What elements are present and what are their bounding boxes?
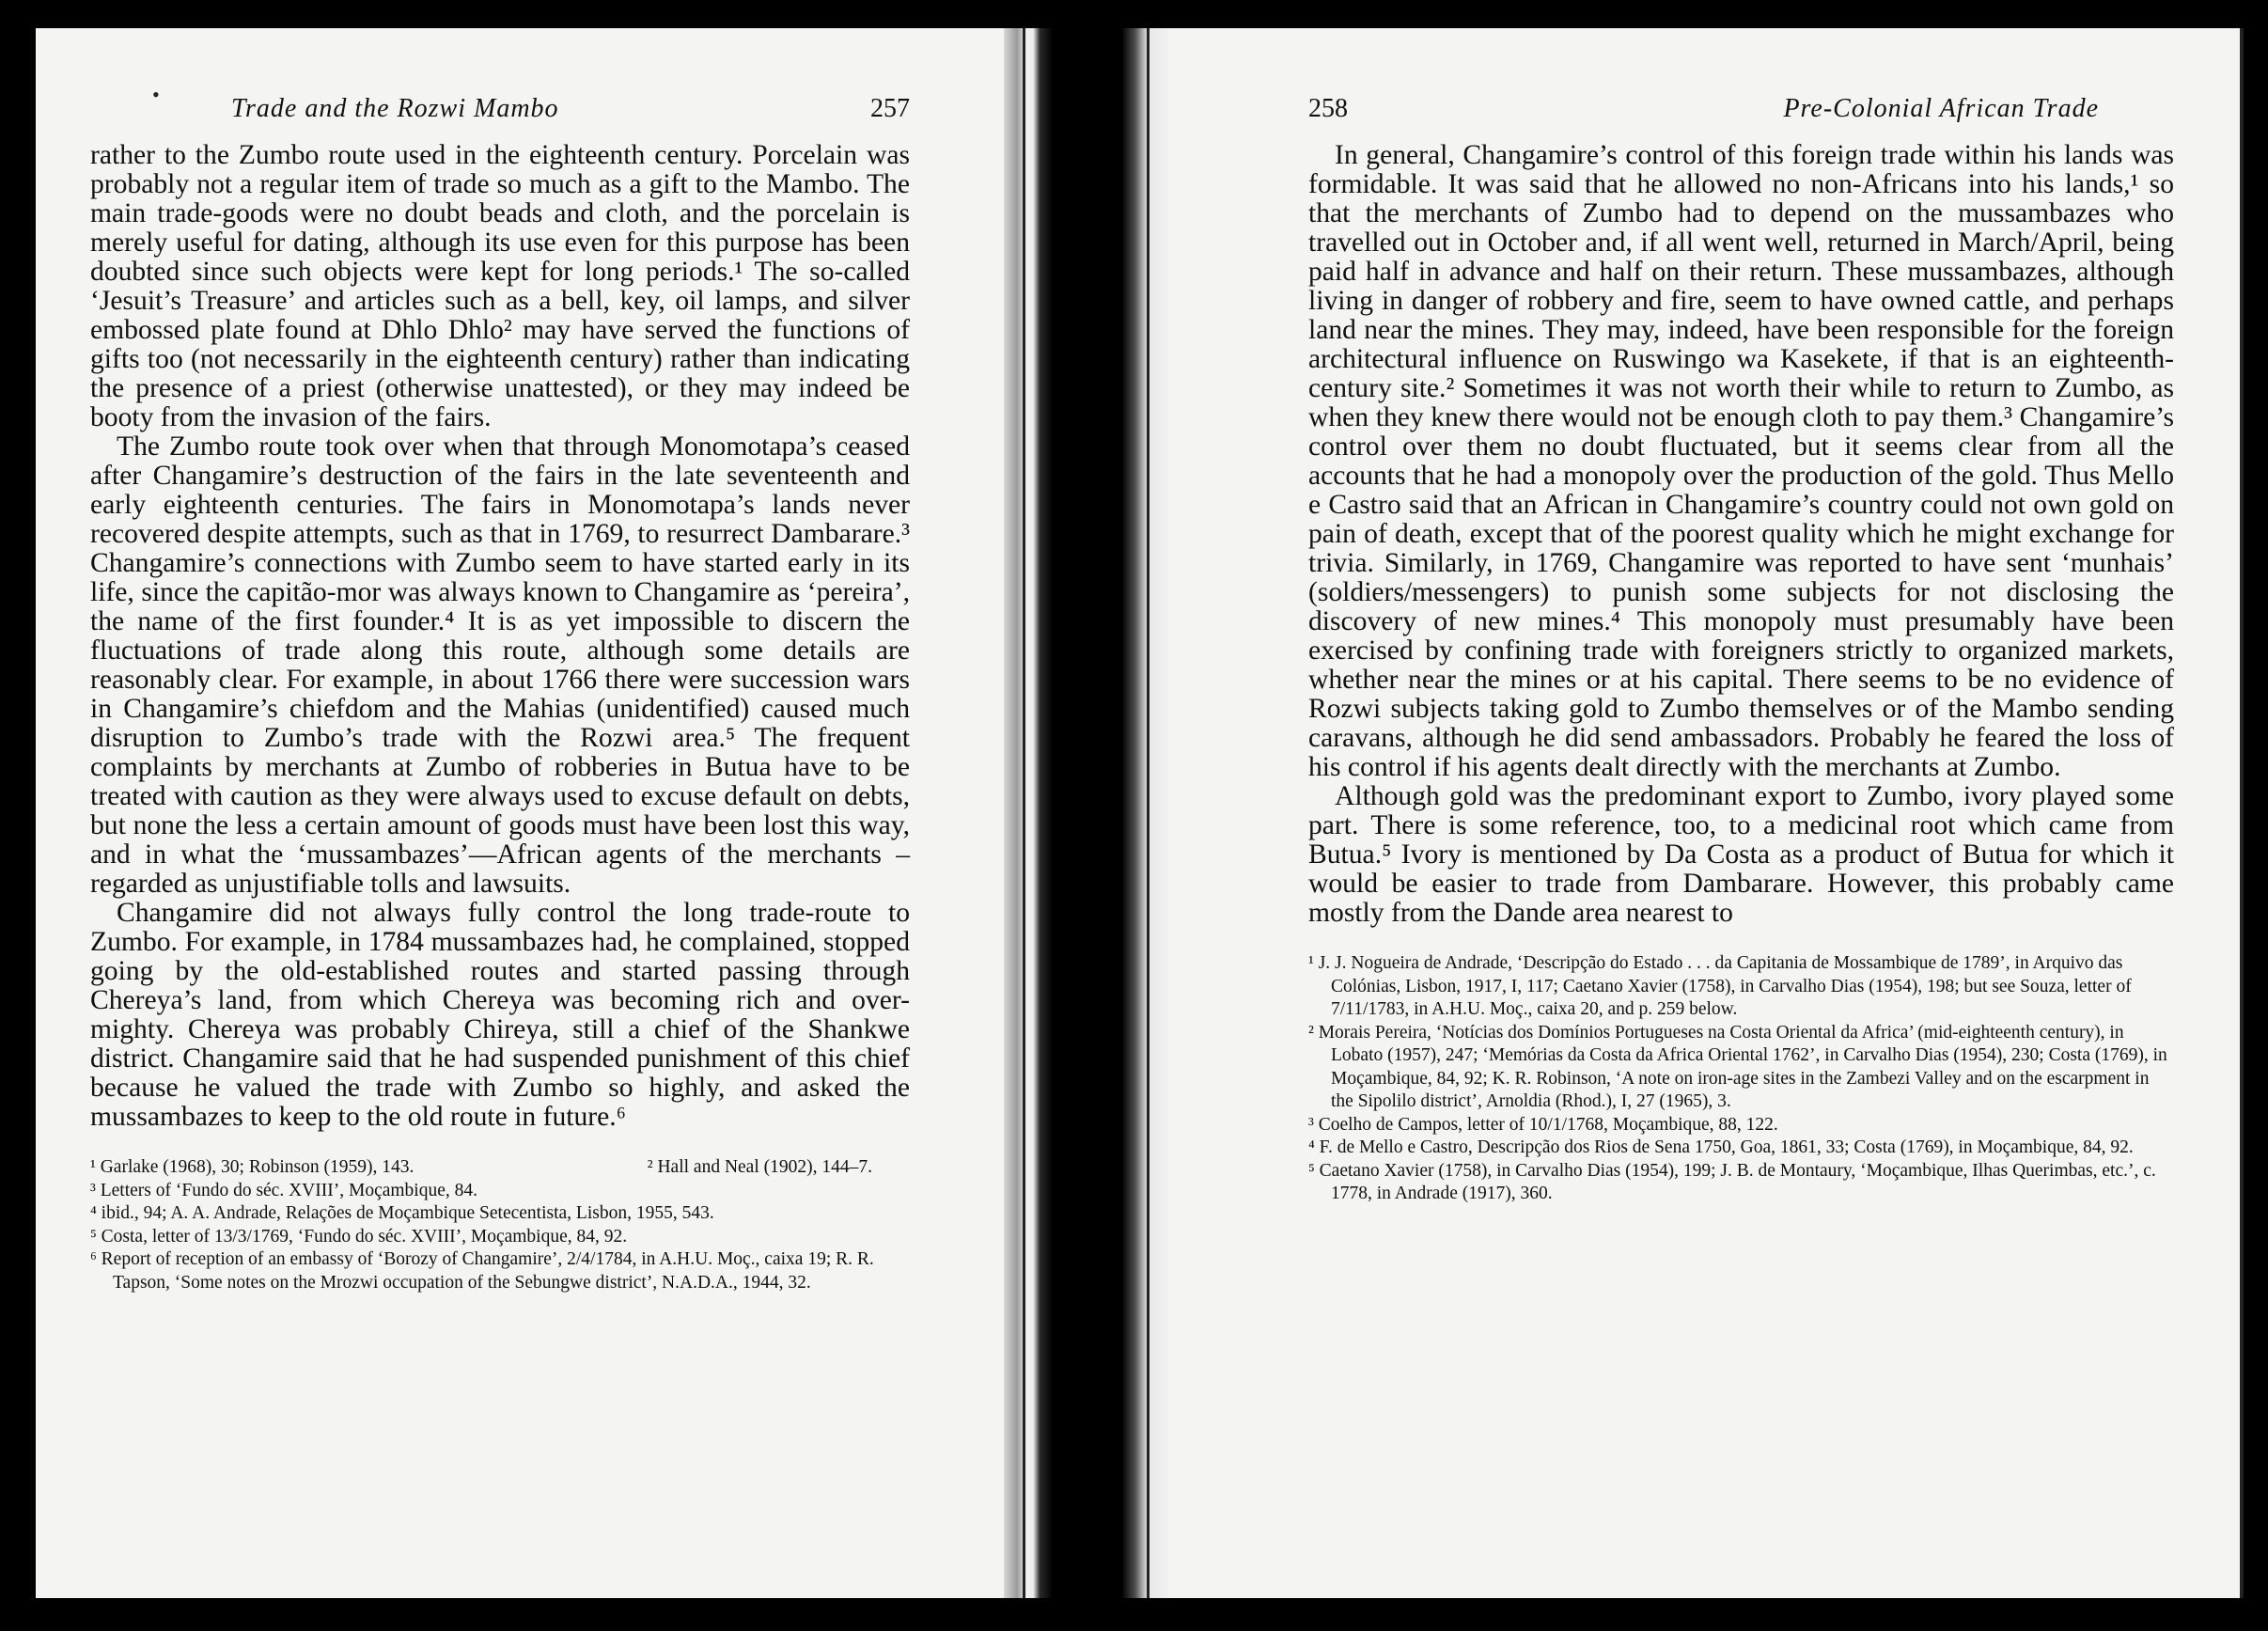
running-title: Trade and the Rozwi Mambo (231, 94, 559, 123)
footnote: ⁵ Costa, letter of 13/3/1769, ‘Fundo do séc. XVIII’, Moçambique, 84, 92. (90, 1226, 628, 1247)
paragraph: The Zumbo route took over when that through Monomotapa’s ceased after Changamire’s destruction of the fairs in the late seventeenth and early eighteenth centuries. The fairs in Monomotapa’s lands never recovered despite attempts, such as that in 1769, to resurrect Dambarare.³ Changamire’s connections with Zumbo seem to have started early in its life, since the capitão-mor was always known to Changamire as ‘pereira’, the name of the first founder.⁴ It is as yet impossible to discern the fluctuations of trade along this route, although some details are reasonably clear. For example, in about 1766 there were succession wars in Changamire’s chiefdom and the Mahias (unidentified) caused much disruption to Zumbo’s trade with the Rozwi area.⁵ The frequent complaints by merchants at Zumbo of robberies in Butua have to be treated with caution as they were always used to excuse default on debts, but none the less a certain amount of goods must have been lost this way, and in what the ‘mussambazes’—African agents of the merchants – regarded as unjustifiable tolls and lawsuits. (90, 431, 910, 899)
footnote: ¹ J. J. Nogueira de Andrade, ‘Descripção do Estado . . . da Capitania de Mossambique de 1789’, in Arquivo das Colónias, Lisbon, 1917, I, 117; Caetano Xavier (1758), in Carvalho Dias (1954), 198; but see Souza, letter of 7/11/1783, in A.H.U. Moç., caixa 20, and p. 259 below. (1308, 953, 2132, 1019)
ink-dot: • (152, 83, 160, 106)
footnote: ² Hall and Neal (1902), 144–7. (647, 1157, 872, 1177)
paragraph: rather to the Zumbo route used in the eighteenth century. Porcelain was probably not a regular item of trade so much as a gift to the Mambo. The main trade-goods were no doubt beads and cloth, and the porcelain is merely useful for dating, although its use even for this purpose has been doubted since such objects were kept for long periods.¹ The so-called ‘Jesuit’s Treasure’ and articles such as a bell, key, oil lamps, and silver embossed plate found at Dhlo Dhlo² may have served the functions of gifts too (not necessarily in the eighteenth century) rather than indicating the presence of a priest (otherwise unattested), or they may indeed be booty from the invasion of the fairs. (90, 140, 910, 432)
paragraph: In general, Changamire’s control of this foreign trade within his lands was formidable. It was said that he allowed no non-Africans into his lands,¹ so that the merchants of Zumbo had to depend on the mussambazes who travelled out in October and, if all went well, returned in March/April, being paid half in advance and half on their return. These mussambazes, although living in danger of robbery and fire, seem to have owned cattle, and perhaps land near the mines. They may, indeed, have been responsible for the foreign architectural influence on Ruswingo wa Kasekete, if that is an eighteenth-century site.² Sometimes it was not worth their while to return to Zumbo, as when they knew there would not be enough cloth to pay them.³ Changamire’s control over them no doubt fluctuated, but it seems clear from all the accounts that he had a monopoly over the production of the gold. Thus Mello e Castro said that an African in Changamire’s country could not own gold on pain of death, except that of the poorest quality which he might exchange for trivia. Similarly, in 1769, Changamire was reported to have sent ‘munhais’ (soldiers/messengers) to punish some subjects for not disclosing the discovery of new mines.⁴ This monopoly must presumably have been exercised by confining trade with foreigners strictly to organized markets, whether near the mines or at his capital. There seems to be no evidence of Rozwi subjects taking gold to Zumbo themselves or of the Mambo sending caravans, although he did send ambassadors. Probably he feared the loss of his control if his agents dealt directly with the merchants at Zumbo. (1308, 140, 2174, 782)
right-footnotes (1308, 952, 2174, 1206)
left-page (36, 28, 1004, 1598)
gutter-line (1147, 28, 1150, 1598)
running-title: Pre-Colonial African Trade (1783, 94, 2099, 123)
footnote: ¹ Garlake (1968), 30; Robinson (1959), 143. (90, 1157, 414, 1177)
page-number: 258 (1308, 94, 1348, 123)
paragraph: Changamire did not always fully control the long trade-route to Zumbo. For example, in 1784 mussambazes had, he complained, stopped going by the old-established routes and started passing through Chereya’s land, from which Chereya was becoming rich and over-mighty. Chereya was probably Chireya, still a chief of the Shankwe district. Changamire said that he had suspended punishment of this chief because he valued the trade with Zumbo so highly, and asked the mussambazes to keep to the old route in future.⁶ (90, 898, 910, 1132)
book-gutter-shadow (1004, 28, 1167, 1598)
left-body-text (90, 141, 910, 1132)
footnote-row (90, 1156, 910, 1180)
footnote: ³ Letters of ‘Fundo do séc. XVIII’, Moçambique, 84. (90, 1180, 477, 1200)
footnote: ³ Coelho de Campos, letter of 10/1/1768, Moçambique, 88, 122. (1308, 1114, 1778, 1135)
left-footnotes (90, 1156, 910, 1294)
footnote: ⁴ ibid., 94; A. A. Andrade, Relações de Moçambique Setecentista, Lisbon, 1955, 543. (90, 1203, 714, 1223)
paragraph: Although gold was the predominant export to Zumbo, ivory played some part. There is some reference, too, to a medicinal root which came from Butua.⁵ Ivory is mentioned by Da Costa as a product of Butua for which it would be easier to trade from Dambarare. However, this probably came mostly from the Dande area nearest to (1308, 781, 2174, 928)
footnote: ⁶ Report of reception of an embassy of ‘Borozy of Changamire’, 2/4/1784, in A.H.U. Moç., caixa 19; R. R. Tapson, ‘Some notes on the Mrozwi occupation of the Sebungwe district’, N.A.D.A., 1944, 32. (90, 1249, 874, 1293)
footnote: ² Morais Pereira, ‘Notícias dos Domínios Portugueses na Costa Oriental da Africa’ (mid-eighteenth century), in Lobato (1957), 247; ‘Memórias da Costa da Africa Oriental 1762’, in Carvalho Dias (1954), 230; Costa (1769), in Moçambique, 84, 92; K. R. Robinson, ‘A note on iron-age sites in the Zambezi Valley and on the escarpment in the Sipolilo district’, Arnoldia (Rhod.), I, 27 (1965), 3. (1308, 1022, 2167, 1111)
page-number: 257 (870, 94, 910, 123)
right-body-text (1308, 141, 2174, 928)
gutter-line (1023, 28, 1025, 1598)
right-page-header (1308, 94, 2174, 128)
footnote: ⁵ Caetano Xavier (1758), in Carvalho Dias (1954), 199; J. B. de Montaury, ‘Moçambique, Ilhas Querimbas, etc.’, c. 1778, in Andrade (1917), 360. (1308, 1160, 2156, 1203)
footnote: ⁴ F. de Mello e Castro, Descripção dos Rios de Sena 1750, Goa, 1861, 33; Costa (1769), in Moçambique, 84, 92. (1308, 1137, 2134, 1157)
right-page (1167, 28, 2242, 1598)
left-page-header (90, 94, 910, 128)
page-edge (2240, 28, 2244, 1598)
